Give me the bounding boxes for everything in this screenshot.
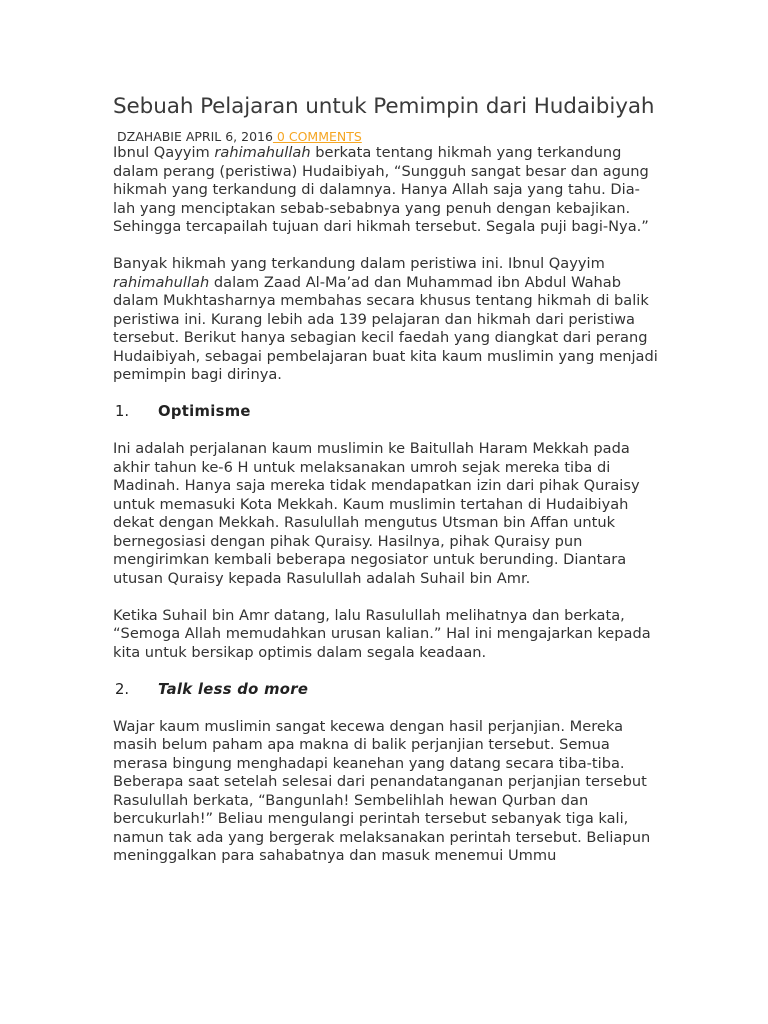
section-heading-talk-less	[113, 681, 658, 700]
intro-text-italic: rahimahullah	[214, 144, 311, 161]
intro-text-a: Ibnul Qayyim	[113, 144, 215, 161]
intro2-text-a: Banyak hikmah yang terkandung dalam peristiwa ini. Ibnul Qayyim	[113, 255, 605, 272]
author-date: DZAHABIE APRIL 6, 2016	[117, 129, 273, 144]
section-number: 1.	[115, 403, 130, 420]
section1-paragraph-1: Ini adalah perjalanan kaum muslimin ke Baitullah Haram Mekkah pada akhir tahun ke-6 H untuk melaksanakan umroh sejak mereka tiba di Madinah. Hanya saja mereka tidak mendapatkan izin dari pihak Quraisy untuk memasuki Kota Mekkah. Kaum muslimin tertahan di Hudaibiyah dekat dengan Mekkah. Rasulullah mengutus Utsman bin Affan untuk bernegosiasi dengan pihak Quraisy. Hasilnya, pihak Quraisy pun mengirimkan kembali beberapa negosiator untuk berunding. Diantara utusan Quraisy kepada Rasulullah adalah Suhail bin Amr.	[113, 440, 640, 587]
intro-paragraph-2	[113, 255, 658, 385]
section-heading-optimisme	[113, 403, 658, 422]
section1-paragraph-2: Ketika Suhail bin Amr datang, lalu Rasulullah melihatnya dan berkata, “Semoga Allah memudahkan urusan kalian.” Hal ini mengajarkan kepada kita untuk bersikap optimis dalam segala keadaan.	[113, 606, 651, 661]
section-heading-text: Optimisme	[158, 403, 251, 420]
article-meta	[113, 129, 658, 144]
intro-paragraph-1	[113, 144, 658, 237]
comments-link[interactable]: 0 COMMENTS	[272, 129, 362, 144]
section-heading-text: Talk less do more	[158, 680, 309, 698]
section-number: 2.	[115, 680, 130, 698]
article	[113, 92, 658, 866]
intro2-text-c: dalam Zaad Al-Ma’ad dan Muhammad ibn Abdul Wahab dalam Mukhtasharnya membahas secara khusus tentang hikmah di balik peristiwa ini. Kurang lebih ada 139 pelajaran dan hikmah dari peristiwa tersebut. Berikut hanya sebagian kecil faedah yang diangkat dari perang Hudaibiyah, sebagai pembelajaran buat kita kaum muslimin yang menjadi pemimpin bagi dirinya.	[113, 273, 658, 383]
section2-paragraph-1: Wajar kaum muslimin sangat kecewa dengan hasil perjanjian. Mereka masih belum paham apa makna di balik perjanjian tersebut. Semua merasa bingung menghadapi keanehan yang datang secara tiba-tiba. Beberapa saat setelah selesai dari penandatanganan perjanjian tersebut Rasulullah berkata, “Bangunlah! Sembelihlah hewan Qurban dan bercukurlah!” Beliau mengulangi perintah tersebut sebanyak tiga kali, namun tak ada yang bergerak melaksanakan perintah tersebut. Beliapun meninggalkan para sahabatnya dan masuk menemui Ummu	[113, 717, 651, 864]
intro-text-c: berkata tentang hikmah yang terkandung dalam perang (peristiwa) Hudaibiyah, “Sungguh sangat besar dan agung hikmah yang terkandung di dalamnya. Hanya Allah saja yang tahu. Dia-lah yang menciptakan sebab-sebabnya yang penuh dengan kebajikan. Sehingga tercapailah tujuan dari hikmah tersebut. Segala puji bagi-Nya.”	[113, 144, 649, 235]
intro2-text-italic: rahimahullah	[113, 273, 210, 291]
article-title: Sebuah Pelajaran untuk Pemimpin dari Hudaibiyah	[113, 94, 655, 119]
